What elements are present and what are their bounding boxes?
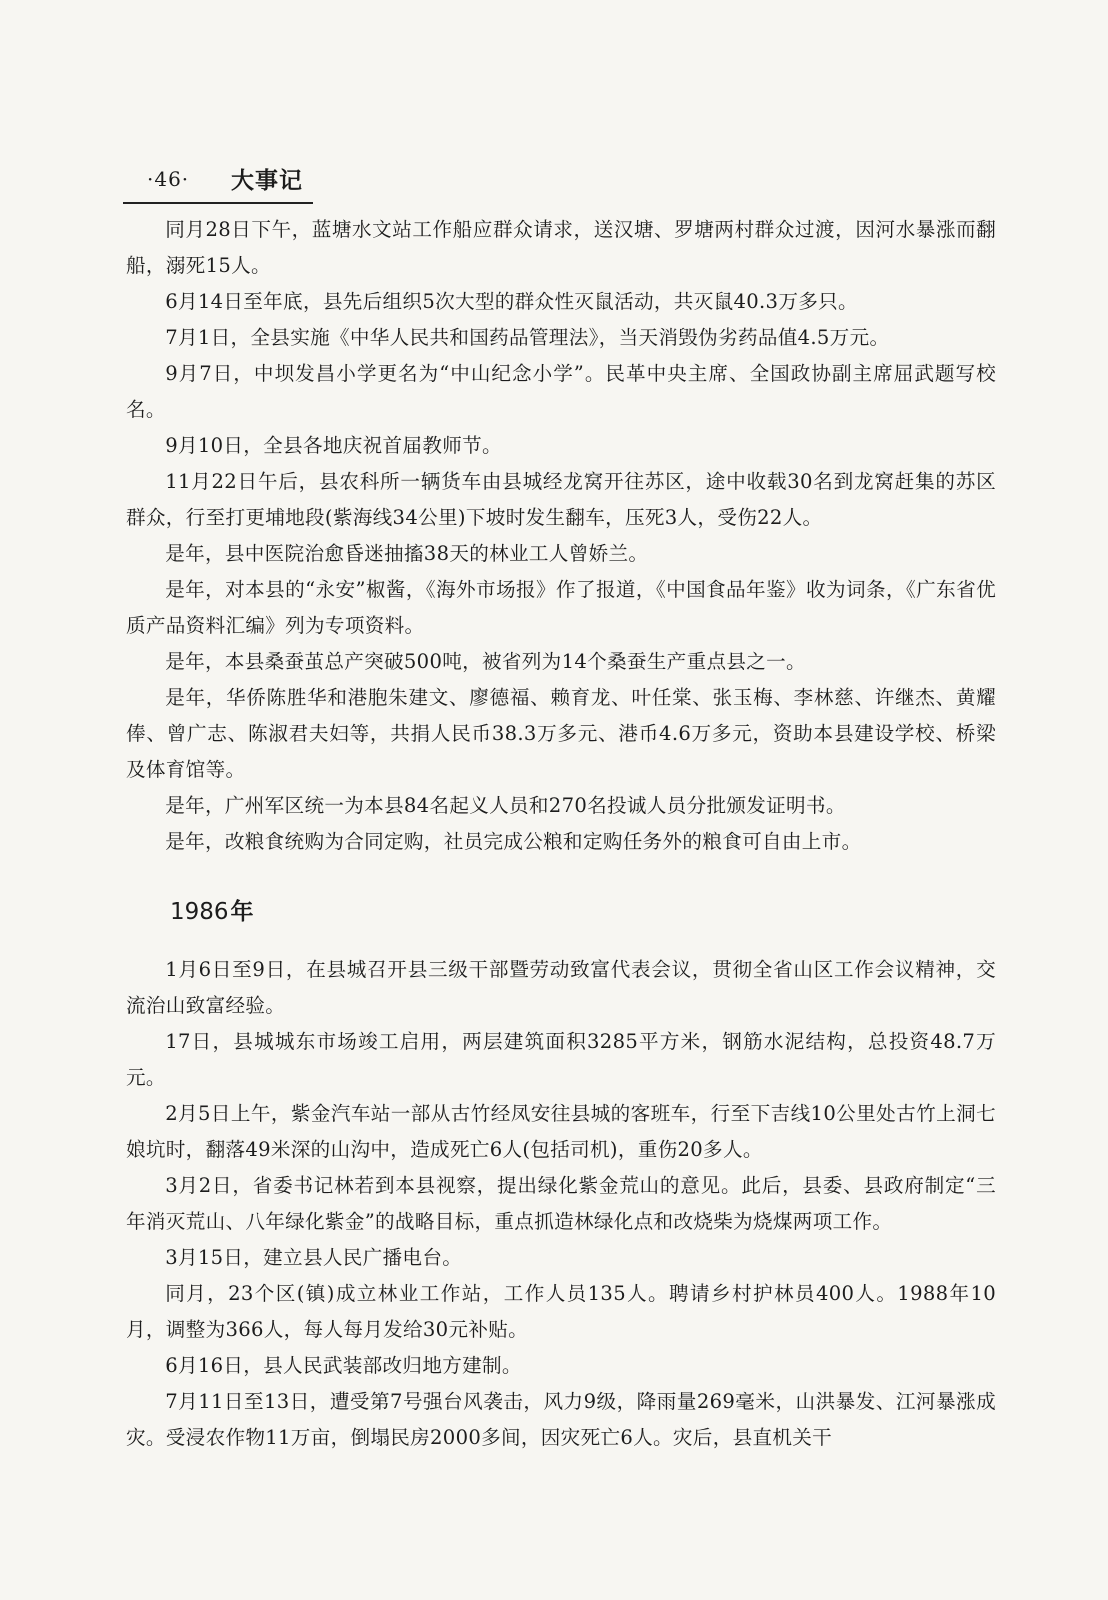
entry-paragraph: 3月15日，建立县人民广播电台。 (165, 1246, 463, 1269)
entry-paragraph: 1月6日至9日，在县城召开县三级干部暨劳动致富代表会议，贯彻全省山区工作会议精神，交流治山致富经验。 (126, 958, 996, 1017)
entry-paragraph: 7月1日，全县实施《中华人民共和国药品管理法》，当天消毁伪劣药品值4.5万元。 (165, 326, 890, 349)
entry-paragraph: 同月28日下午，蓝塘水文站工作船应群众请求，送汉塘、罗塘两村群众过渡，因河水暴涨而翻船，溺死15人。 (126, 218, 996, 277)
year-suffix: 年 (230, 899, 254, 925)
entry-paragraph: 是年，华侨陈胜华和港胞朱建文、廖德福、赖育龙、叶任棠、张玉梅、李林慈、许继杰、黄耀俸、曾广志、陈淑君夫妇等，共捐人民币38.3万多元、港币4.6万多元，资助本县建设学校、桥梁及体育馆等。 (126, 686, 996, 781)
entry-paragraph: 11月22日午后，县农科所一辆货车由县城经龙窝开往苏区，途中收载30名到龙窝赶集的苏区群众，行至打更埔地段(紫海线34公里)下坡时发生翻车，压死3人，受伤22人。 (126, 470, 996, 529)
entries-1986 (126, 952, 996, 1456)
entry-paragraph: 同月，23个区(镇)成立林业工作站，工作人员135人。聘请乡村护林员400人。1988年10月，调整为366人，每人每月发给30元补贴。 (126, 1282, 996, 1341)
entry-paragraph: 是年，改粮食统购为合同定购，社员完成公粮和定购任务外的粮食可自由上市。 (165, 830, 862, 853)
entry-paragraph: 6月16日，县人民武装部改归地方建制。 (165, 1354, 522, 1377)
page-number: ·46· (147, 167, 190, 191)
entry-paragraph: 是年，县中医院治愈昏迷抽搐38天的林业工人曾娇兰。 (165, 542, 649, 565)
section-title: 大事记 (231, 168, 303, 194)
entry-paragraph: 是年，广州军区统一为本县84名起义人员和270名投诚人员分批颁发证明书。 (165, 794, 846, 817)
entry-paragraph: 2月5日上午，紫金汽车站一部从古竹经凤安往县城的客班车，行至下吉线10公里处古竹上洞七娘坑时，翻落49米深的山沟中，造成死亡6人(包括司机)，重伤20多人。 (126, 1102, 996, 1161)
entry-paragraph: 是年，对本县的“永安”椒酱，《海外市场报》作了报道，《中国食品年鉴》收为词条，《广东省优质产品资料汇编》列为专项资料。 (126, 578, 996, 637)
entries-1985 (126, 212, 996, 860)
running-header (123, 162, 313, 204)
entry-paragraph: 是年，本县桑蚕茧总产突破500吨，被省列为14个桑蚕生产重点县之一。 (165, 650, 806, 673)
entry-paragraph: 17日，县城城东市场竣工启用，两层建筑面积3285平方米，钢筋水泥结构，总投资48.7万元。 (126, 1030, 996, 1089)
entry-paragraph: 9月10日，全县各地庆祝首届教师节。 (165, 434, 502, 457)
year-number: 1986 (170, 899, 229, 925)
entry-paragraph: 7月11日至13日，遭受第7号强台风袭击，风力9级，降雨量269毫米，山洪暴发、江河暴涨成灾。受浸农作物11万亩，倒塌民房2000多间，因灾死亡6人。灾后，县直机关干 (126, 1390, 996, 1449)
entry-paragraph: 9月7日，中坝发昌小学更名为“中山纪念小学”。民革中央主席、全国政协副主席屈武题写校名。 (126, 362, 996, 421)
entry-paragraph: 3月2日，省委书记林若到本县视察，提出绿化紫金荒山的意见。此后，县委、县政府制定“三年消灭荒山、八年绿化紫金”的战略目标，重点抓造林绿化点和改烧柴为烧煤两项工作。 (126, 1174, 996, 1233)
entry-paragraph: 6月14日至年底，县先后组织5次大型的群众性灭鼠活动，共灭鼠40.3万多只。 (165, 290, 858, 313)
year-heading (170, 893, 254, 926)
